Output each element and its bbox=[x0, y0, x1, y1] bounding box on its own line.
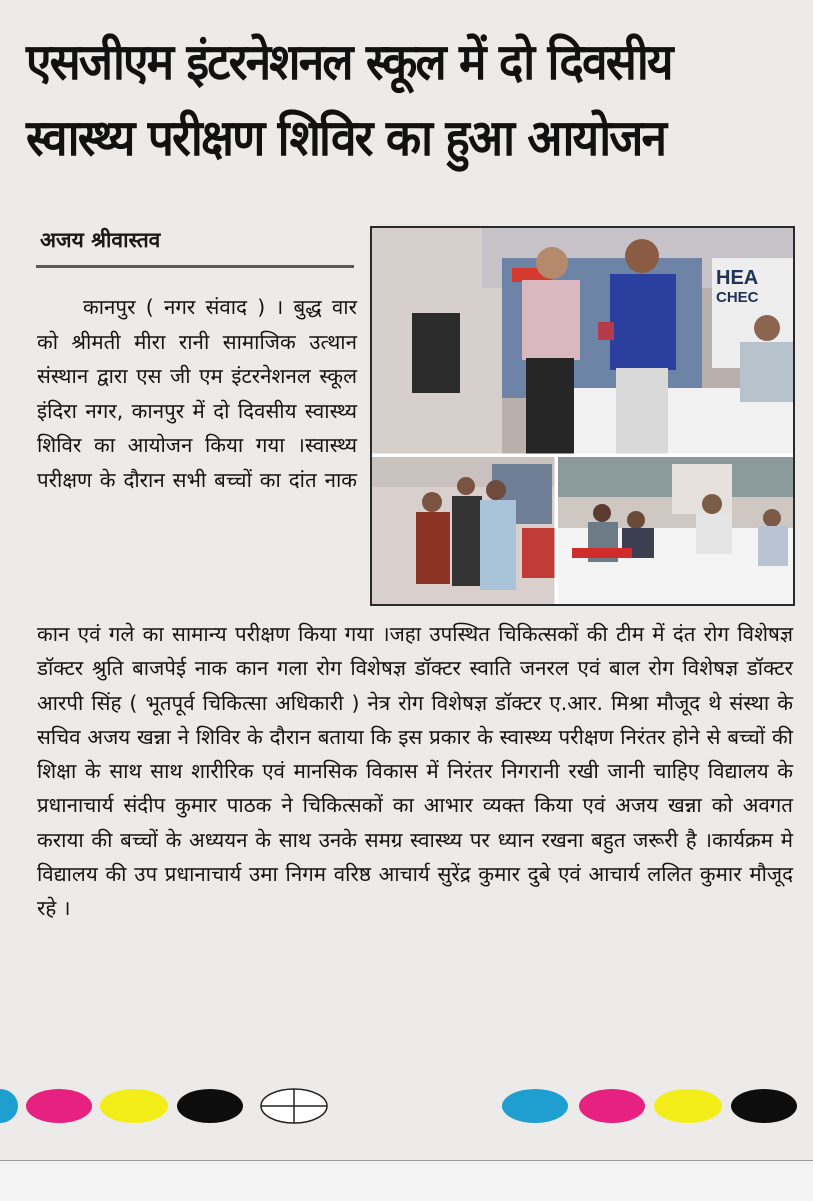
article-headline: एसजीएम इंटरनेशनल स्कूल में दो दिवसीय स्वास्थ्य परीक्षण शिविर का हुआ आयोजन bbox=[26, 33, 672, 167]
banner-text-top: HEA bbox=[716, 267, 759, 289]
black-mark-right bbox=[731, 1089, 797, 1123]
yellow-mark-right bbox=[654, 1089, 722, 1123]
magenta-mark-right bbox=[579, 1089, 645, 1123]
photo-collage bbox=[370, 226, 795, 606]
article-body-column: कानपुर ( नगर संवाद ) । बुद्ध वार को श्रीमती मीरा रानी सामाजिक उत्थान संस्थान द्वारा एस जी एम इंटरनेशनल स्कूल इंदिरा नगर, कानपुर में दो दिवसीय स्वास्थ्य शिविर का आयोजन किया गया ।स्वास्थ्य परीक्षण के दौरान सभी बच्चों का दांत नाक bbox=[37, 295, 357, 492]
crosshair-mark bbox=[261, 1089, 327, 1123]
cyan-mark-left bbox=[0, 1089, 18, 1123]
magenta-mark-left bbox=[26, 1089, 92, 1123]
byline-divider bbox=[36, 265, 354, 268]
cyan-mark-right bbox=[502, 1089, 568, 1123]
yellow-mark-left bbox=[100, 1089, 168, 1123]
photo-award-presentation bbox=[372, 228, 793, 454]
article-body-full: कान एवं गले का सामान्य परीक्षण किया गया ।जहा उपस्थित चिकित्सकों की टीम में दंत रोग विशेषज्ञ डॉक्टर श्रुति बाजपेई नाक कान गला रोग विशेषज्ञ डॉक्टर स्वाति जनरल एवं बाल रोग विशेषज्ञ डॉक्टर आरपी सिंह ( भूतपूर्व चिकित्सा अधिकारी ) नेत्र रोग विशेषज्ञ डॉक्टर ए.आर. मिश्रा मौजूद थे संस्था के सचिव अजय खन्ना ने शिविर के दौरान बताया कि इस प्रकार के स्वास्थ्य परीक्षण निरंतर होने से बच्चों की शिक्षा के साथ साथ शारीरिक एवं मानसिक विकास में निरंतर निगरानी रखी जानी चाहिए विद्यालय के प्रधानाचार्य संदीप कुमार पाठक ने चिकित्सकों का आभार व्यक्त किया एवं अजय खन्ना को अवगत कराया की बच्चों के अध्ययन के साथ उनके समग्र स्वास्थ्य पर ध्यान रखना बहुत जरूरी है ।कार्यक्रम मे विद्यालय की उप प्रधानाचार्य उमा निगम वरिष्ठ आचार्य सुरेंद्र कुमार दुबे एवं आचार्य ललित कुमार मौजूद रहे । bbox=[37, 622, 793, 921]
photo-certificate-handover bbox=[372, 457, 555, 604]
article-byline: अजय श्रीवास्तव bbox=[40, 228, 161, 252]
banner-text-mid: CHEC bbox=[716, 289, 759, 306]
photo-health-checkup bbox=[558, 457, 793, 604]
black-mark-left bbox=[177, 1089, 243, 1123]
page-edge bbox=[0, 1160, 813, 1201]
print-registration-marks bbox=[0, 1085, 813, 1135]
